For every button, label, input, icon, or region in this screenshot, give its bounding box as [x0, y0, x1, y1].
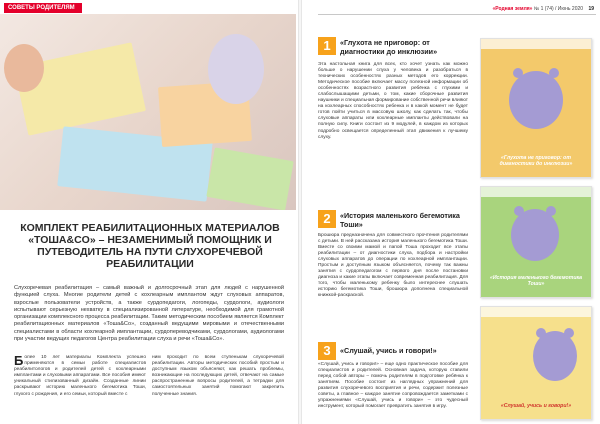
- item-1-number: 1: [318, 37, 336, 55]
- running-header: [318, 4, 594, 14]
- header-rule: [318, 14, 596, 15]
- body-column-1-text: олее 10 лет материалы Комплекта успешно применяются в семьи работе специалистов реабилитологов и родителей детей с кохлеарными имплантами и слуховыми аппаратами. Все пособия имеют уникальный стилизованный дизайн. Созданные линии раскрывают историю маленького бегемотика Тоши, глухого с рождения, и его семьи, который вместе с: [14, 355, 146, 397]
- item-2-cover: [480, 186, 592, 298]
- item-2-title: «История маленького бегемотика Тоши»: [340, 211, 460, 229]
- item-2-number: 2: [318, 210, 336, 228]
- item-2-body: Брошюра предназначена для совместного прочтения родителями с детьми. В ней рассказана история маленького бегемотика Тоши. Вместе со своими мамой и папой Тоша проходит все этапы реабилитации – от диагностики слуха, подбора и настройки слуховых аппаратов до операции по кохлеарной имплантации. Простым и доступным языком объясняется, почему так важны занятия с сурдопедагогом с первого дня после постановки диагноза и какие этапы включает современная реабилитация. Для того, чтобы маленькому ребенку было интереснее слушать историю бегемотика Тоши, брошюра дополнена специальной книжкой-раскраской.: [318, 233, 468, 299]
- header-brand: «Родная земля»: [492, 6, 533, 12]
- hippo-illustration: [511, 209, 559, 261]
- cover-strip: [481, 187, 591, 197]
- section-tag: СОВЕТЫ РОДИТЕЛЯМ: [4, 3, 82, 13]
- drop-cap: Б: [14, 353, 24, 368]
- item-1-cover: [480, 38, 592, 178]
- hippo-illustration: [533, 331, 577, 381]
- item-1-title: «Глухота не приговор: от диагностики до инклюзии»: [340, 38, 438, 56]
- cover-strip: [481, 39, 591, 49]
- cover-strip: [481, 307, 591, 317]
- hippo-ear: [513, 68, 523, 78]
- hippo-ear: [549, 68, 559, 78]
- item-3-title: «Слушай, учись и говори!»: [340, 346, 437, 355]
- notebook-image: [206, 147, 293, 210]
- child-hand-image: [4, 44, 44, 92]
- hippo-ear: [564, 328, 574, 338]
- body-column-2: ним проходит по всем ступенькам слухоречевой реабилитации. Авторы методических пособий простым и доступным языком объясняют, как решать проблемы, возникающие на последующих детей, отвечают на самые распространенные вопросы родителей, а тетрадки для самостоятельных занятий помогают закрепить полученные знания.: [152, 355, 284, 397]
- item-3-number: 3: [318, 342, 336, 360]
- article-lead: Слухоречевая реабилитация – самый важный и долгосрочный этап для людей с нарушенной функцией слуха. Многие родители детей с кохлеарным имплантом ждут слуховых аппаратов, взрослые пользователи устройств, а также сурдопедагоги, логопеды, сурдологи, аудиологи испытывают серьезную нехватку в специализированной литературе, необходимой для грамотной организации комплексного процесса реабилитации. Таким методическим пособием является Комплект реабилитационных материалов «Тоша&Co», созданный ведущими мировыми и отечественными специалистами в области кохлеарной имплантации, сурдопереводчиками, сурдологами, аудиологами при участии ведущих педагогов Центра реабилитации слуха и речи «Тоша&Co».: [14, 285, 284, 343]
- item-3-body: «Слушай, учись и говори!» – еще одно практическое пособие для специалистов и родителей. Основная задача, которую ставили перед собой авторы – помочь родителям в подготовке ребёнка к занятиям. Пособие состоит из наглядных упражнений для развития слухоречевого восприятия и речи, содержит полезные советы, а главное – каждое занятие сопровождается заметками с упражнениями «Слушай, учись и говори» – это чудесный инструмент, который помогает превратить занятия в игру.: [318, 362, 468, 410]
- item-3-cover-caption: «Слушай, учись и говори!»: [500, 402, 572, 409]
- item-1-body: Эта настольная книга для всех, кто хочет узнать как можно больше о нарушении слуха у человека и разобраться в технических особенностях разных методов его коррекции. Методическое пособие включает массу полезной информации об особенностях возрастного развития ребёнка с глухими и слабослышащими детьми, о том, какие сборочные развития наушники и специальная формирование собственной речи влияют на кохлеарных способностях ребенка и в какой момент не будет готов пойти учиться в массовую школу, как сделать так, чтобы слуховые аппараты или кохлеарные импланты действовали на полную силу. Книги состоит из 9 модулей, в каждом из которых подробно освещается определенный этап движения к лучшему слуху.: [318, 62, 468, 140]
- plush-toy-image: [208, 34, 264, 104]
- hippo-ear: [514, 206, 524, 216]
- hippo-illustration: [509, 71, 563, 129]
- page-gutter: [298, 0, 302, 424]
- item-3-cover: [480, 306, 592, 420]
- hippo-ear: [546, 206, 556, 216]
- item-1-cover-caption: «Глухота не приговор: от диагностики до инклюзии»: [499, 154, 573, 167]
- item-2-cover-caption: «История маленького бегемотика Тоши»: [489, 274, 583, 287]
- body-column-1: [14, 355, 146, 398]
- header-issue: № 1 (74) / Июнь 2020: [533, 6, 584, 12]
- hero-photo: [0, 14, 296, 210]
- article-title: КОМПЛЕКТ РЕАБИЛИТАЦИОННЫХ МАТЕРИАЛОВ «ТОША&CO» – НЕЗАМЕНИМЫЙ ПОМОЩНИК И ПУТЕВОДИТЕЛЬ НА ПУТИ СЛУХОРЕЧЕВОЙ РЕАБИЛИТАЦИИ: [20, 222, 280, 270]
- page-number: 19: [588, 6, 594, 12]
- hippo-ear: [536, 328, 546, 338]
